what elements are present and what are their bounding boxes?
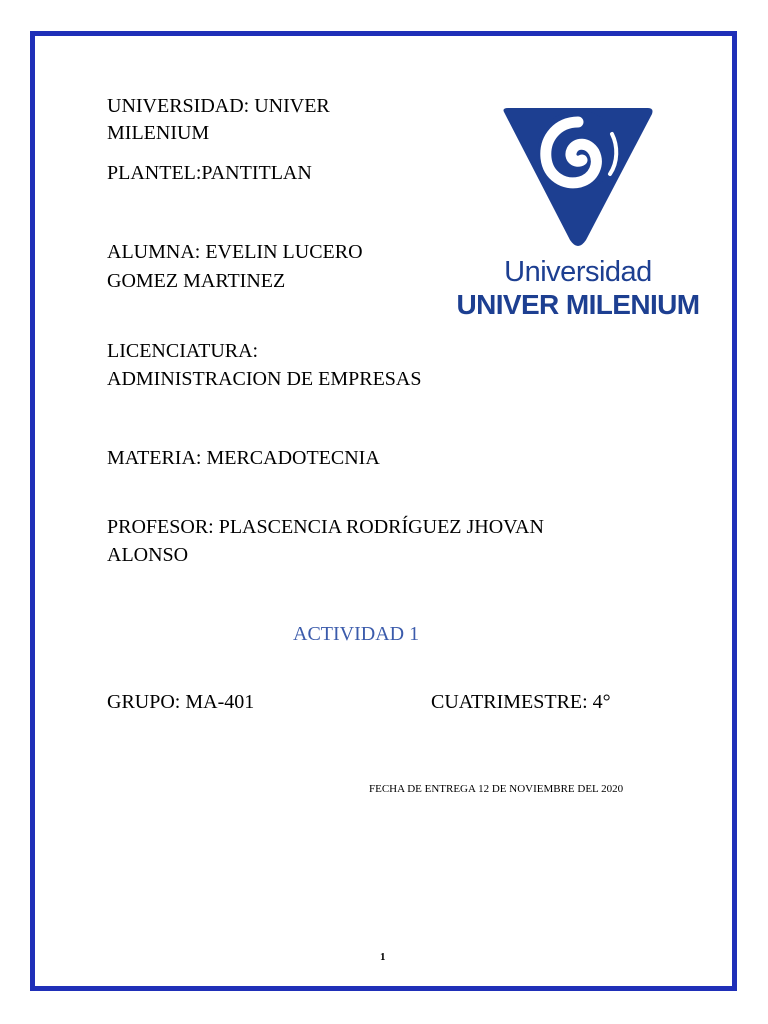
logo-text-universidad: Universidad bbox=[504, 256, 652, 288]
grupo-label: GRUPO: MA-401 bbox=[107, 691, 255, 713]
licenciatura-label-cont: ADMINISTRACION DE EMPRESAS bbox=[107, 368, 422, 390]
cuatrimestre-label: CUATRIMESTRE: 4° bbox=[431, 691, 611, 713]
universidad-label-cont: MILENIUM bbox=[107, 122, 210, 144]
activity-title: ACTIVIDAD 1 bbox=[293, 623, 420, 645]
materia-label: MATERIA: MERCADOTECNIA bbox=[107, 447, 380, 469]
alumna-label: ALUMNA: EVELIN LUCERO bbox=[107, 241, 363, 263]
licenciatura-label: LICENCIATURA: bbox=[107, 340, 259, 362]
university-logo bbox=[452, 106, 712, 328]
universidad-label: UNIVERSIDAD: UNIVER bbox=[107, 95, 330, 117]
delivery-date: FECHA DE ENTREGA 12 DE NOVIEMBRE DEL 2020 bbox=[369, 783, 624, 795]
plantel-label: PLANTEL:PANTITLAN bbox=[107, 162, 312, 184]
spiral-triangle-emblem-icon bbox=[500, 106, 656, 246]
profesor-label: PROFESOR: PLASCENCIA RODRÍGUEZ JHOVAN bbox=[107, 516, 544, 538]
page-number: 1 bbox=[380, 951, 386, 963]
logo-text-univer-milenium: UNIVER MILENIUM bbox=[456, 289, 700, 320]
profesor-label-cont: ALONSO bbox=[107, 544, 189, 566]
alumna-label-cont: GOMEZ MARTINEZ bbox=[107, 270, 286, 292]
